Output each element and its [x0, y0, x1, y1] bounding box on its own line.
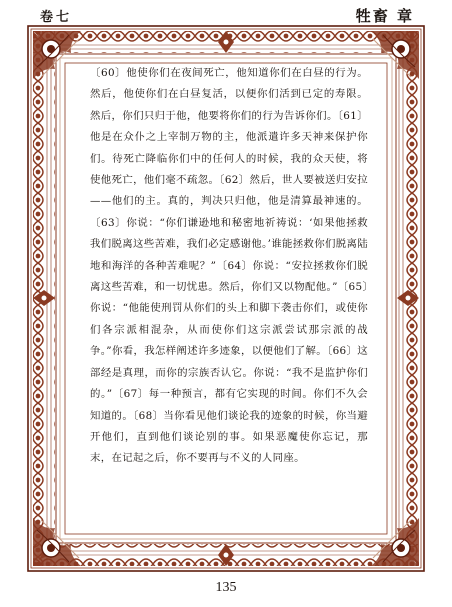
volume-label: 卷七 — [40, 10, 73, 25]
scripture-text: 〔60〕他使你们在夜间死亡，他知道你们在白昼的行为。然后，他使你们在白昼复活，以便你们活到已定的寿限。然后，你们只归于他，他要将你们的行为告诉你们。〔61〕他是在众仆之上宰制万物的主，他派遣许多天神来保护你们。待死亡降临你们中的任何人的时候，我的众天使，将使他死亡，他们毫不疏忽。〔62〕然后，世人要被送归安拉——他们的主。真的，判决只归他，他是清算最神速的。〔63〕你说：“你们谦逊地和秘密地祈祷说：‘如果他拯救我们脱离这些苦难，我们必定感谢他。’谁能拯救你们脱离陆地和海洋的各种苦难呢？”〔64〕你说：“安拉拯救你们脱离这些苦难，和一切忧患。然后，你们又以物配他。”〔65〕你说：“他能使刑罚从你们的头上和脚下袭击你们，或使你们各宗派相混杂，从而使你们这宗派尝试那宗派的战争。”你看，我怎样阐述许多迹象，以便他们了解。〔66〕这部经是真理，而你的宗族否认它。你说：“我不是监护你们的。”〔67〕每一种预言，都有它实现的时间。你们不久会知道的。〔68〕当你看见他们谈论我的迹象的时候，你当避开他们，直到他们谈论别的事。如果恶魔使你忘记，那末，在记起之后，你不要再与不义的人同座。 — [90, 67, 368, 465]
page-number: 135 — [215, 580, 237, 595]
chapter-title: 牲畜 章 — [355, 7, 414, 25]
